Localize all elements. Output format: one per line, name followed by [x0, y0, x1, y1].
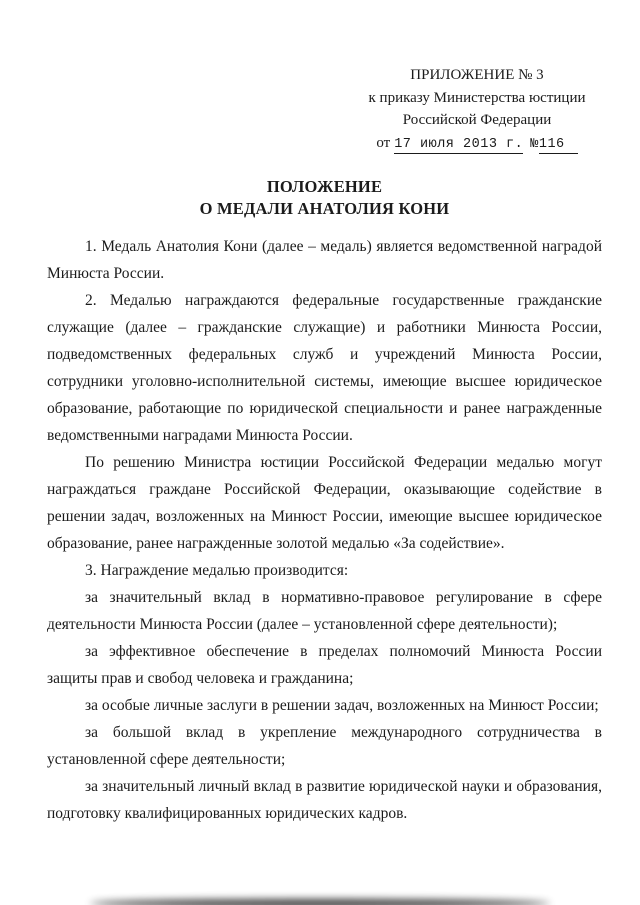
scan-artifact	[90, 899, 550, 905]
paragraph: 1. Медаль Анатолия Кони (далее – медаль) является ведомственной наградой Минюста России.	[47, 238, 602, 282]
document-title	[47, 176, 602, 220]
paragraph: 2. Медалью награждаются федеральные государственные гражданские служащие (далее – гражданские служащие) и работники Минюста России, подведомственных федеральных служб и учреждений Минюста России, сотрудники уголовно-исполнительной системы, имеющие высшее юридическое образование, работающие по юридической специальности и ранее награжденные ведомственными наградами Минюста России.	[47, 292, 602, 444]
document-body	[47, 233, 602, 827]
order-reference-line1: к приказу Министерства юстиции	[368, 89, 586, 106]
paragraph: 3. Награждение медалью производится:	[85, 562, 349, 579]
order-number-value: 116	[539, 137, 578, 154]
document-title-line2: О МЕДАЛИ АНАТОЛИЯ КОНИ	[199, 199, 450, 218]
paragraph: за значительный личный вклад в развитие юридической науки и образования, подготовку квалифицированных юридических кадров.	[47, 778, 602, 822]
paragraph: за значительный вклад в нормативно-правовое регулирование в сфере деятельности Минюста России (далее – установленной сфере деятельности);	[47, 589, 602, 633]
order-date-line	[356, 132, 598, 157]
appendix-header	[356, 64, 598, 156]
document-title-line1: ПОЛОЖЕНИЕ	[266, 177, 383, 196]
appendix-number-line: ПРИЛОЖЕНИЕ № 3	[410, 67, 544, 83]
date-prefix: от	[376, 134, 391, 151]
order-reference-line2: Российской Федерации	[402, 112, 552, 128]
paragraph: за большой вклад в укрепление международного сотрудничества в установленной сфере деятельности;	[47, 724, 602, 768]
paragraph: за эффективное обеспечение в пределах полномочий Минюста России защиты прав и свобод человека и гражданина;	[47, 643, 602, 687]
paragraph: за особые личные заслуги в решении задач, возложенных на Минюст России;	[85, 697, 599, 714]
number-sign: №	[530, 136, 539, 152]
paragraph: По решению Министра юстиции Российской Федерации медалью могут награждаться граждане Российской Федерации, оказывающие содействие в решении задач, возложенных на Минюст России, имеющие высшее юридическое образование, ранее награжденные золотой медалью «За содействие».	[47, 454, 602, 552]
order-date-value: 17 июля 2013 г.	[394, 136, 524, 152]
